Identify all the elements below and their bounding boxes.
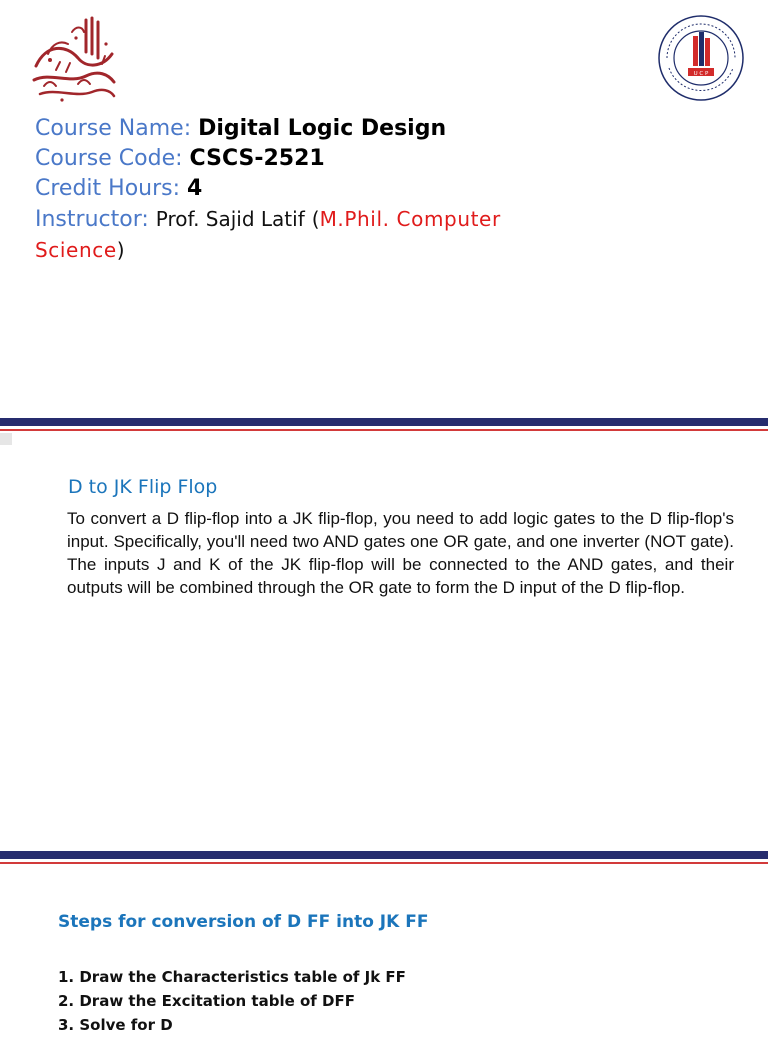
course-name-label: Course Name:	[35, 116, 192, 141]
section-body-text: To convert a D flip-flop into a JK flip-flop, you need to add logic gates to the D flip-flop's input. Specifically, you'll need two AND gates one OR gate, and one inverter (NOT gate). The inputs J and K of the JK flip-flop will be connected to the AND gates, and their outputs will be combined through the OR gate to form the D input of the D flip-flop.	[67, 509, 734, 597]
divider-navy-bar	[0, 851, 768, 859]
credit-hours-value: 4	[187, 176, 203, 201]
instructor-label: Instructor:	[35, 207, 149, 232]
divider-navy-bar	[0, 418, 768, 426]
paren-open: (	[311, 207, 320, 231]
course-name-value: Digital Logic Design	[198, 116, 447, 141]
course-name-line	[35, 114, 595, 144]
instructor-name: Prof. Sajid Latif	[155, 207, 305, 231]
section-title: D to JK Flip Flop	[68, 476, 218, 498]
paren-close: )	[116, 238, 125, 262]
list-item: 2. Draw the Excitation table of DFF	[58, 992, 355, 1010]
course-code-value: CSCS-2521	[189, 146, 325, 171]
steps-title: Steps for conversion of D FF into JK FF	[58, 912, 429, 932]
title-slide	[0, 0, 768, 418]
bismillah-calligraphy-logo	[26, 14, 120, 104]
course-code-label: Course Code:	[35, 146, 183, 171]
course-code-line	[35, 144, 595, 174]
instructor-qualification: M.Phil. Computer Science	[35, 207, 501, 262]
steps-list	[58, 965, 406, 1037]
credit-hours-label: Credit Hours:	[35, 176, 181, 201]
university-seal-logo	[657, 14, 745, 102]
list-item: 3. Solve for D	[58, 1016, 173, 1034]
slide-corner-mark	[0, 433, 12, 445]
seal-letters: U C P	[693, 71, 709, 77]
list-item: 1. Draw the Characteristics table of Jk FF	[58, 968, 406, 986]
instructor-line	[35, 204, 595, 266]
divider-red-line	[0, 429, 768, 431]
course-info	[35, 114, 595, 266]
slide-divider	[0, 851, 768, 865]
credit-hours-line	[35, 174, 595, 204]
slide-divider	[0, 418, 768, 432]
divider-red-line	[0, 862, 768, 864]
